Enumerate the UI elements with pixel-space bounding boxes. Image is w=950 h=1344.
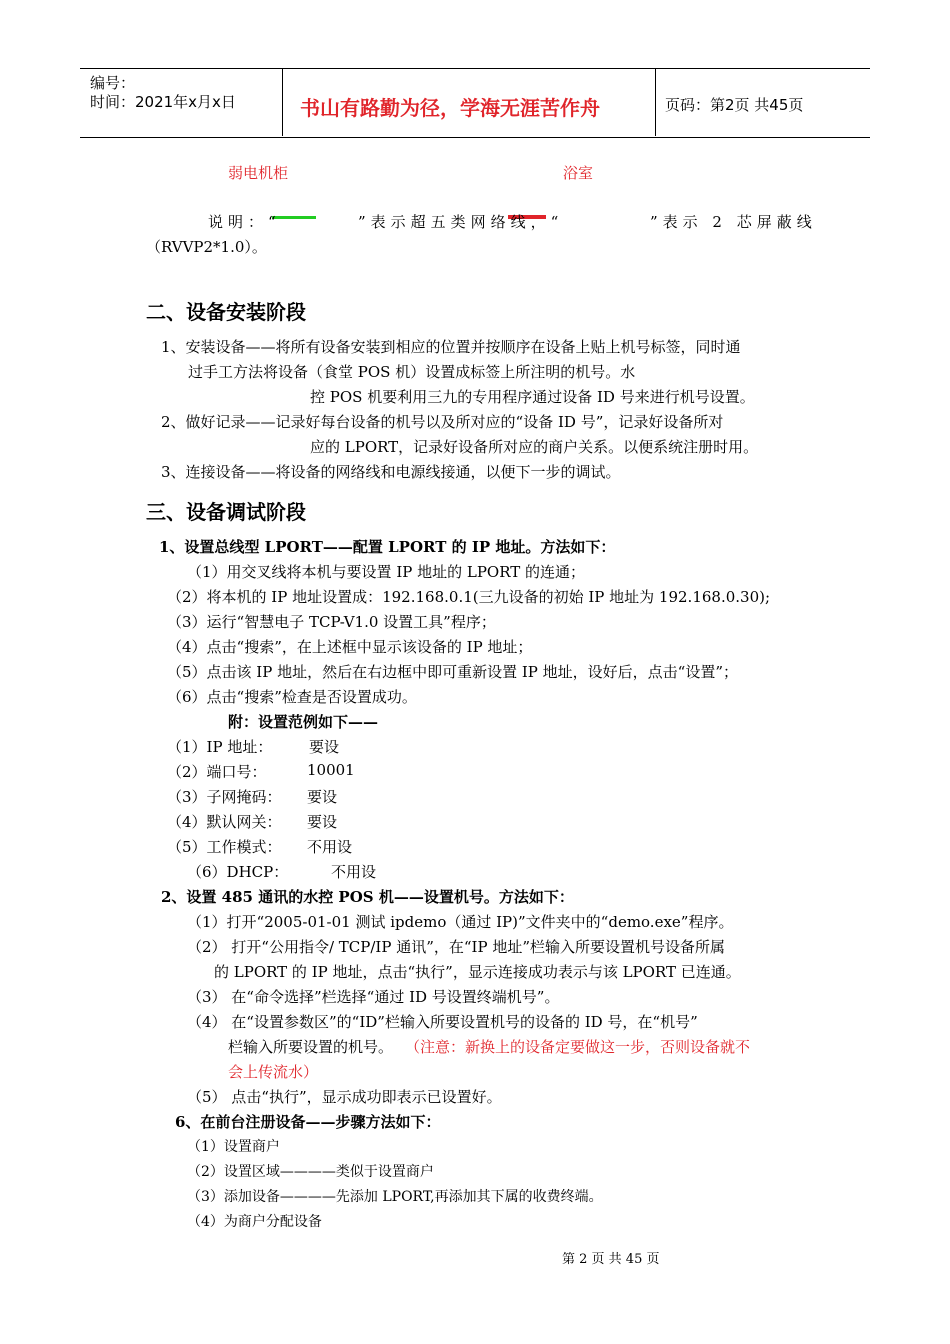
sub2-step: （3） 在“命令选择”栏选择“通过 ID 号设置终端机号”。 xyxy=(187,988,560,1006)
sub2-title: 2、设置 485 通讯的水控 POS 机——设置机号。方法如下： xyxy=(161,888,574,906)
sub1-step: （4）点击“搜索”，在上述框中显示该设备的 IP 地址； xyxy=(167,638,533,656)
sub3-step: （2）设置区域————类似于设置商户 xyxy=(187,1164,434,1180)
sub1-step: （5）点击该 IP 地址，然后在右边框中即可重新设置 IP 地址，设好后，点击“设置”； xyxy=(167,663,738,681)
example-label: （4）默认网关： xyxy=(167,813,282,831)
header-page-info: 页码：第2页 共45页 xyxy=(665,96,804,114)
example-label: （1）IP 地址： xyxy=(167,738,273,756)
section2-item: 2、做好记录——记录好每台设备的机号以及所对应的“设备 ID 号”，记录好设备所对 xyxy=(161,413,724,431)
sub3-title: 6、在前台注册设备——步骤方法如下： xyxy=(175,1113,441,1131)
sub3-step: （4）为商户分配设备 xyxy=(187,1214,322,1230)
header-motto: 书山有路勤为径，学海无涯苦作舟 xyxy=(300,96,600,120)
sub2-step: （2） 打开“公用指令/ TCP/IP 通讯”，在“IP 地址”栏输入所要设置机号设备所属 xyxy=(187,938,726,956)
legend-note-part2: ”表示超五类网络线，“ xyxy=(358,213,564,231)
page-footer: 第 2 页 共 45 页 xyxy=(562,1252,660,1267)
sub2-step: 栏输入所要设置的机号。 xyxy=(228,1038,394,1056)
diagram-label-cabinet: 弱电机柜 xyxy=(228,164,289,182)
example-label: （2）端口号： xyxy=(167,763,267,781)
example-value: 要设 xyxy=(309,738,340,756)
example-value: 10001 xyxy=(307,761,355,779)
section3-title: 三、设备调试阶段 xyxy=(146,500,306,524)
sub2-warning: （注意：新换上的设备定要做这一步，否则设备就不 xyxy=(405,1038,751,1056)
sub2-warning: 会上传流水） xyxy=(228,1063,319,1081)
sub2-step: （5） 点击“执行”，显示成功即表示已设置好。 xyxy=(187,1088,502,1106)
example-value: 要设 xyxy=(307,788,338,806)
sub2-step: （4） 在“设置参数区”的“ID”栏输入所要设置机号的设备的 ID 号，在“机号” xyxy=(187,1013,698,1031)
section2-item: 控 POS 机要利用三九的专用程序通过设备 ID 号来进行机号设置。 xyxy=(310,388,755,406)
example-label: （3）子网掩码： xyxy=(167,788,282,806)
legend-note-part3: ”表示 2 芯屏蔽线 xyxy=(650,213,817,231)
sub1-step: （2）将本机的 IP 地址设置成：192.168.0.1(三九设备的初始 IP 地址为 192.168.0.30); xyxy=(167,588,771,606)
sub1-title: 1、设置总线型 LPORT——配置 LPORT 的 IP 地址。方法如下： xyxy=(159,538,616,556)
example-value: 不用设 xyxy=(331,863,377,881)
header-divider xyxy=(282,68,283,136)
sub3-step: （3）添加设备————先添加 LPORT,再添加其下属的收费终端。 xyxy=(187,1189,603,1205)
sub2-step: 的 LPORT 的 IP 地址，点击“执行”，显示连接成功表示与该 LPORT 已连通。 xyxy=(214,963,741,981)
header-number-label: 编号： xyxy=(90,74,136,92)
diagram-label-bathroom: 浴室 xyxy=(563,164,594,182)
section2-item: 3、连接设备——将设备的网络线和电源线接通，以便下一步的调试。 xyxy=(161,463,621,481)
example-value: 不用设 xyxy=(307,838,353,856)
section2-item: 应的 LPORT，记录好设备所对应的商户关系。以便系统注册时用。 xyxy=(310,438,759,456)
section2-item: 1、安装设备——将所有设备安装到相应的位置并按顺序在设备上贴上机号标签，同时通 xyxy=(161,338,741,356)
legend-note-line2: （RVVP2*1.0）。 xyxy=(146,238,267,256)
example-label: （6）DHCP： xyxy=(187,863,289,881)
sub3-step: （1）设置商户 xyxy=(187,1139,280,1155)
sub1-step: （3）运行“智慧电子 TCP-V1.0 设置工具”程序； xyxy=(167,613,496,631)
example-title: 附：设置范例如下—— xyxy=(228,713,379,731)
example-label: （5）工作模式： xyxy=(167,838,282,856)
sub2-step: （1）打开“2005-01-01 测试 ipdemo（通过 IP)”文件夹中的“demo.exe”程序。 xyxy=(187,913,734,931)
example-value: 要设 xyxy=(307,813,338,831)
header-time-label: 时间：2021年x月x日 xyxy=(90,93,236,111)
section2-title: 二、设备安装阶段 xyxy=(146,300,306,324)
header-divider xyxy=(655,68,656,136)
sub1-step: （1）用交叉线将本机与要设置 IP 地址的 LPORT 的连通； xyxy=(187,563,586,581)
sub1-step: （6）点击“搜索”检查是否设置成功。 xyxy=(167,688,417,706)
legend-note-part1: 说明：“ xyxy=(208,213,281,231)
section2-item: 过手工方法将设备（食堂 POS 机）设置成标签上所注明的机号。水 xyxy=(188,363,636,381)
